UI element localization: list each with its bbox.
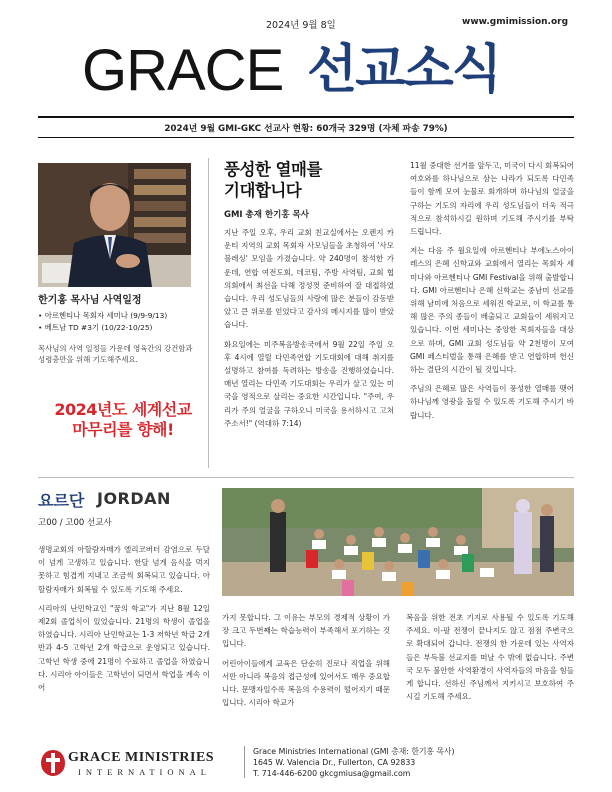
- group-photo: [222, 488, 574, 596]
- website-link[interactable]: www.gmimission.org: [462, 17, 569, 27]
- jordan-paragraph: 시리아의 난민학교인 "꿈의 학교"가 지난 8월 12일 제2회 졸업식이 있었습니다. 21명의 학생이 졸업을 하였습니다. 시리아 난민학교는 1-3 저학년 학급 2개반과 4-5 고학년 2개 학급으로 운영되고 있습니다. 고학년 학생 중에 21명이 수료하고 졸업을 하였습니다. 시리아 아이들은 고학년이 되면서 학업을 계속 이어: [38, 603, 210, 693]
- top-rule: [38, 116, 574, 118]
- footer-divider: [244, 746, 245, 778]
- feature-headline: [224, 159, 322, 201]
- schedule-item: • 베트남 TD #3기 (10/22-10/25): [38, 323, 153, 332]
- jordan-column-2: [222, 611, 390, 751]
- feature-paragraph: 주님의 은혜로 많은 사역들이 풍성한 열매를 맺어 하나님께 영광을 돌릴 수 있도록 기도해 주시기 바랍니다.: [410, 384, 574, 420]
- section-divider: [38, 477, 574, 478]
- portrait-photo: [38, 163, 191, 287]
- issue-date: 2024년 9월 8일: [266, 20, 336, 31]
- prayer-note: 목사님의 사역 일정들 가운데 영육간의 강건함과 성령충만을 위해 기도해주세요.: [38, 344, 193, 364]
- schedule-title: 한기홍 목사님 사역일정: [38, 295, 142, 306]
- status-line: 2024년 9월 GMI-GKC 선교사 현황: 60개국 329명 (자체 파송 79%): [164, 124, 448, 134]
- schedule-item: • 아르헨티나 목회자 세미나 (9/9-9/13): [38, 311, 168, 320]
- headline-line-2: 기대합니다: [224, 181, 302, 200]
- footer-org: Grace Ministries International (GMI 총재: 한기홍 목사): [253, 747, 455, 756]
- masthead-korean: 선교소식: [307, 40, 500, 100]
- footer-contact: [253, 746, 455, 779]
- jordan-paragraph: 가지 못합니다. 그 이유는 부모의 경제적 상황이 가장 크고 두번째는 학습능력이 부족해서 포기하는 것입니다.: [222, 613, 390, 649]
- feature-paragraph: 저는 다음 주 월요일에 아르헨티나 부에노스아이레스의 은혜 신학교와 교회에서 열리는 목회자 세미나와 아르헨티나 GMI Festival을 위해 출발합니다. GMI 아르헨티나 은혜 신학교는 중남미 선교를 위해 남미에 처음으로 세워진 학교로, 이 학교를 통해 많은 주의 종들이 배출되고 교회들이 세워지고 있습니다. 이번 세미나는 중앙한 목회자들을 대상으로 하며, GMI 교회 성도님들 약 2천명이 모여 GMI 페스티벌을 통해 은혜를 받고 연합하며 헌신하는 결단의 시간이 될 것입니다.: [410, 246, 574, 375]
- feature-byline: GMI 총재 한기홍 목사: [224, 210, 309, 220]
- footer-phone-email[interactable]: T. 714-446-6200 gkcgmiusa@gmail.com: [253, 769, 411, 778]
- masthead: [82, 40, 532, 108]
- slogan: [38, 400, 208, 440]
- jordan-paragraph: 생명교회의 아할람자매가 엘리코버터 감염으로 두달이 넘게 고생하고 있습니다. 한달 넘게 음식을 먹지 못하고 힘겹게 지내고 조금씩 회복되고 있습니다. 아할람자매가 회복될 수 있도록 기도해 주세요.: [38, 545, 210, 594]
- feature-paragraph: 11월 중대한 선거를 앞두고, 미국이 다시 회복되어 여호와를 하나님으로 삼는 나라가 되도록 다민족들이 함께 모여 눈물로 회개하며 하나님의 얼굴을 구하는 기도의 자리에 우리 성도님들이 더욱 적극적으로 참석하시길 원하며 기도해 주시기를 부탁드립니다.: [410, 161, 574, 237]
- headline-line-1: 풍성한 열매를: [224, 160, 322, 179]
- feature-paragraph: 지난 주일 오후, 우리 교회 친교실에서는 오렌지 카운티 지역의 교회 목회자 사모님들을 초청하여 '사모 블레싱' 모임을 가졌습니다. 약 240명이 참석한 가운데, 연합 여전도회, 데코팀, 주방 사역팀, 교회 협의회에서 최선을 다해 정성껏 준비하여 잘 대접하였습니다. 우리 성도님들의 사랑에 많은 분들이 감동받았고 큰 위로를 얻었다고 감사의 메시지를 많이 받았습니다.: [224, 228, 394, 330]
- feature-column-2: [410, 159, 574, 459]
- gmi-logo: [38, 746, 238, 780]
- footer-address: 1645 W. Valencia Dr., Fullerton, CA 92833: [253, 758, 416, 767]
- jordan-column-3: [406, 611, 574, 751]
- logo-text-line-1: GRACE MINISTRIES: [68, 750, 215, 765]
- jordan-title-korean: 요르단: [38, 491, 85, 510]
- slogan-line-1: 2024년도 세계선교: [54, 400, 192, 419]
- column-divider: [208, 158, 209, 468]
- jordan-missionaries: 고00 / 고00 선교사: [38, 518, 112, 528]
- logo-text-line-2: INTERNATIONAL: [78, 767, 211, 777]
- slogan-line-2: 마무리를 향해!: [72, 420, 174, 439]
- masthead-grace: GRACE: [82, 38, 284, 103]
- jordan-paragraph: 어린아이들에게 교육은 단순히 진로나 직업을 위해서만 아니라 복음의 접근성에 있어서도 매우 중요합니다. 문맹자일수록 복음의 수용력이 떨어지기 때문입니다. 시리아 학교가: [222, 658, 390, 708]
- jordan-title-english: JORDAN: [97, 489, 171, 508]
- jordan-column-1: [38, 543, 210, 753]
- jordan-paragraph: 복음을 위한 전초 기지로 사용될 수 있도록 기도해 주세요. 이-팔 전쟁이 끝나지도 않고 점점 주변국으로 확대되어 갑니다. 전쟁의 한 가운데 있는 사역자들은 부득불 선교지를 떠날 수 밖에 없습니다. 주변국 모두 불안한 사역환경이 사역자들의 마음을 힘들게 합니다. 선하신 주님께서 지키시고 보호하여 주시길 기도해 주세요.: [406, 613, 574, 702]
- cross-logo-icon: [40, 748, 66, 778]
- feature-paragraph: 화요일에는 미주복음방송국에서 9월 22일 주일 오후 4시에 열릴 다민족연합 기도대회에 대해 취지를 설명하고 참여를 독려하는 방송을 진행하였습니다. 매년 열리는 다민족 기도대회는 우리가 살고 있는 미국을 영적으로 살리는 중요한 시간입니다. "주여, 우리가 주의 얼굴을 구하오니 미국을 용서하시고 고쳐 주소서!" (역대하 7:14): [224, 339, 394, 428]
- status-rule: [38, 137, 574, 138]
- feature-column-1: [224, 226, 394, 466]
